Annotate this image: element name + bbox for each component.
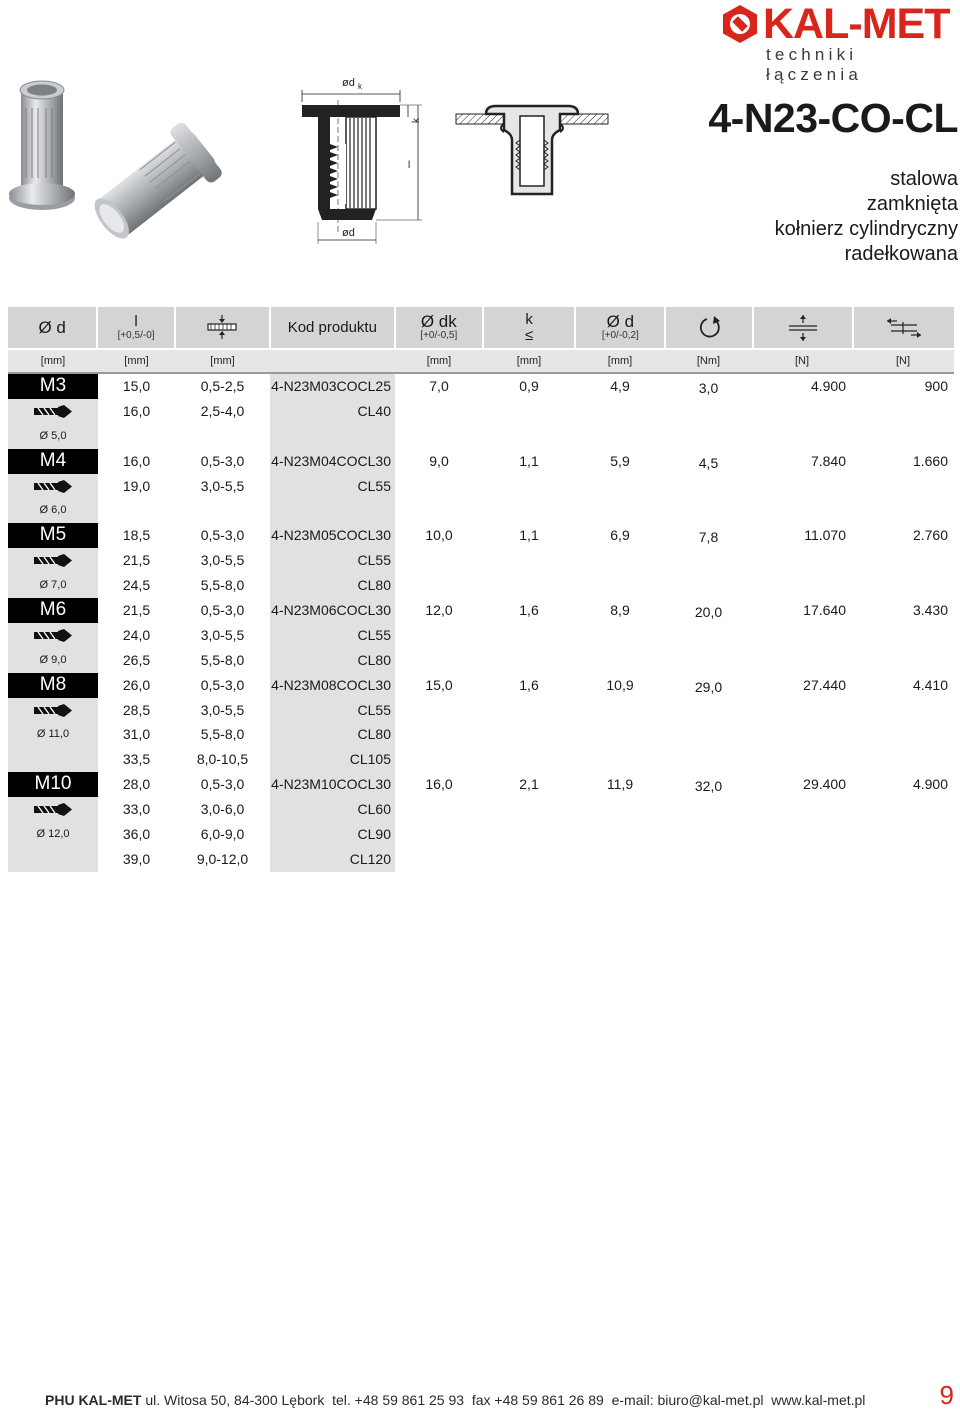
empty-cell <box>752 474 852 499</box>
table-row <box>8 498 954 523</box>
empty-cell <box>483 474 575 499</box>
grip-range-value: 5,5-8,0 <box>200 726 245 743</box>
header-body-diameter: Ø d [+0/-0,2] <box>576 307 664 348</box>
table-row-thread <box>8 673 954 698</box>
empty-cell <box>98 424 175 449</box>
footer-website: www.kal-met.pl <box>771 1392 866 1408</box>
empty-cell <box>395 722 483 747</box>
empty-cell <box>665 648 752 673</box>
tensile-value: 17.640 <box>752 598 852 623</box>
empty-cell <box>395 399 483 424</box>
empty-cell <box>175 498 270 523</box>
empty-cell <box>395 424 483 449</box>
unit: [mm] <box>124 355 149 367</box>
empty-cell <box>752 424 852 449</box>
product-code-value: CL120 <box>270 847 395 872</box>
empty-cell <box>483 424 575 449</box>
table-row <box>8 747 954 772</box>
empty-cell <box>575 623 665 648</box>
empty-cell <box>395 623 483 648</box>
body-diameter-value: 8,9 <box>575 598 665 623</box>
empty-cell <box>395 698 483 723</box>
grip-range-value: 0,5-3,0 <box>175 772 270 797</box>
empty-cell <box>483 573 575 598</box>
length-value: 33,5 <box>122 751 151 768</box>
table-row <box>8 648 954 673</box>
product-code-value: CL105 <box>270 747 395 772</box>
empty-cell <box>395 822 483 847</box>
grip-range-value: 9,0-12,0 <box>196 850 249 867</box>
product-code-value: 4-N23M10COCL30 <box>270 772 395 797</box>
empty-cell <box>483 747 575 772</box>
flange-diameter-value: 16,0 <box>395 772 483 797</box>
header-shear-force <box>854 307 954 348</box>
grip-range-icon <box>206 315 238 341</box>
empty-cell <box>665 747 752 772</box>
brand-tagline: techniki łączenia <box>766 45 862 84</box>
table-row-thread <box>8 772 954 797</box>
grip-range-value: 2,5-4,0 <box>200 402 245 419</box>
unit: [N] <box>895 355 911 367</box>
grip-range-value: 3,0-5,5 <box>200 552 245 569</box>
table-row-thread <box>8 374 954 399</box>
table-row <box>8 399 954 424</box>
product-code-value: CL90 <box>270 822 395 847</box>
empty-cell <box>483 822 575 847</box>
footer-contact <box>45 1392 865 1408</box>
empty-cell <box>752 648 852 673</box>
thread-size: M10 <box>8 772 98 797</box>
empty-cell <box>175 424 270 449</box>
empty-cell <box>852 822 954 847</box>
empty-cell <box>665 822 752 847</box>
empty-cell <box>752 548 852 573</box>
thread-size: M3 <box>8 374 98 399</box>
table-row <box>8 474 954 499</box>
footer-phone: tel. +48 59 861 25 93 <box>332 1392 465 1408</box>
product-code-value: CL80 <box>270 648 395 673</box>
product-code-value: CL80 <box>270 722 395 747</box>
product-code-title: 4-N23-CO-CL <box>708 95 958 141</box>
header-tensile-force <box>754 307 852 348</box>
empty-cell <box>852 797 954 822</box>
tensile-force-icon <box>787 315 819 341</box>
product-code-value: CL55 <box>270 623 395 648</box>
flange-height-value: 1,1 <box>483 523 575 548</box>
empty-cell <box>852 623 954 648</box>
table-row <box>8 548 954 573</box>
empty-cell <box>752 399 852 424</box>
empty-cell <box>575 797 665 822</box>
footer-fax: fax +48 59 861 26 89 <box>471 1392 604 1408</box>
rivet-nut-photo <box>4 78 236 248</box>
d-label: ød <box>342 227 355 239</box>
description-line: stalowa <box>890 168 958 190</box>
drill-bit-icon <box>34 405 72 418</box>
empty-cell <box>483 548 575 573</box>
product-code-value: 4-N23M03COCL25 <box>270 374 395 399</box>
table-row-thread <box>8 449 954 474</box>
empty-cell <box>665 847 752 872</box>
empty-cell <box>395 648 483 673</box>
empty-cell <box>752 722 852 747</box>
empty-cell <box>752 822 852 847</box>
grip-range-value: 3,0-6,0 <box>200 801 245 818</box>
empty-cell <box>395 474 483 499</box>
empty-cell <box>852 847 954 872</box>
k-label: k <box>411 118 422 123</box>
table-row <box>8 424 954 449</box>
length-value: 39,0 <box>122 850 151 867</box>
description-line: radełkowana <box>844 243 958 265</box>
empty-cell <box>665 573 752 598</box>
empty-cell <box>575 498 665 523</box>
rivet-nut-installed-drawing <box>452 96 612 196</box>
body-diameter-value: 5,9 <box>575 449 665 474</box>
length-value: 24,0 <box>122 626 151 643</box>
empty-cell <box>483 698 575 723</box>
torque-value: 4,5 <box>665 449 752 474</box>
table-header-row <box>8 307 954 348</box>
empty-cell <box>852 648 954 673</box>
unit: [mm] <box>516 355 542 367</box>
grip-range-value: 3,0-5,5 <box>200 701 245 718</box>
product-code-value: CL55 <box>270 548 395 573</box>
table-row <box>8 822 954 847</box>
flange-height-value: 1,1 <box>483 449 575 474</box>
drill-bit-icon <box>34 629 72 642</box>
empty-cell <box>575 424 665 449</box>
grip-range-value: 0,5-3,0 <box>175 598 270 623</box>
drill-bit-icon <box>34 480 72 493</box>
length-value: 15,0 <box>98 374 175 399</box>
empty-cell <box>752 747 852 772</box>
torque-value: 32,0 <box>665 772 752 797</box>
length-value: 36,0 <box>122 826 151 843</box>
table-row-thread <box>8 598 954 623</box>
length-value: 26,0 <box>98 673 175 698</box>
drill-cell <box>8 399 98 424</box>
length-value: 19,0 <box>122 477 151 494</box>
empty-cell <box>8 847 98 872</box>
body-diameter-value: 11,9 <box>575 772 665 797</box>
empty-cell <box>665 698 752 723</box>
header-flange-diameter: Ø dk [+0/-0,5] <box>396 307 482 348</box>
footer-company: PHU KAL-MET <box>45 1392 142 1408</box>
length-value: 16,0 <box>98 449 175 474</box>
empty-cell <box>483 797 575 822</box>
length-value: 21,5 <box>122 552 151 569</box>
table-row <box>8 722 954 747</box>
grip-range-value: 0,5-3,0 <box>175 449 270 474</box>
empty-cell <box>852 498 954 523</box>
unit: [N] <box>794 355 810 367</box>
empty-cell <box>395 797 483 822</box>
empty-cell <box>575 648 665 673</box>
table-units-row <box>8 350 954 374</box>
flange-height-value: 1,6 <box>483 673 575 698</box>
product-code-value: CL55 <box>270 474 395 499</box>
product-code-value: CL55 <box>270 698 395 723</box>
torque-value: 29,0 <box>665 673 752 698</box>
grip-range-value: 3,0-5,5 <box>200 626 245 643</box>
table-row-thread <box>8 523 954 548</box>
empty-cell <box>395 498 483 523</box>
empty-cell <box>395 573 483 598</box>
flange-diameter-value: 12,0 <box>395 598 483 623</box>
empty-cell <box>483 722 575 747</box>
empty-cell <box>665 399 752 424</box>
unit: [mm] <box>426 355 452 367</box>
empty-cell <box>852 698 954 723</box>
empty-cell <box>852 548 954 573</box>
shear-force-icon <box>887 315 921 341</box>
drill-bit-icon <box>34 554 72 567</box>
length-value: 18,5 <box>98 523 175 548</box>
shear-value: 1.660 <box>852 449 954 474</box>
empty-cell <box>752 847 852 872</box>
product-code-value: CL40 <box>270 399 395 424</box>
empty-cell <box>270 498 395 523</box>
empty-cell <box>852 399 954 424</box>
empty-cell <box>575 847 665 872</box>
header-product-code: Kod produktu <box>271 307 394 348</box>
flange-height-value: 1,6 <box>483 598 575 623</box>
dk-label-sub: k <box>358 82 362 91</box>
description-line: kołnierz cylindryczny <box>774 218 958 240</box>
empty-cell <box>483 399 575 424</box>
unit: [mm] <box>607 355 633 367</box>
table-row <box>8 573 954 598</box>
product-code-value: 4-N23M05COCL30 <box>270 523 395 548</box>
rivet-nut-dimension-drawing <box>296 72 436 250</box>
grip-range-value: 0,5-2,5 <box>175 374 270 399</box>
product-description <box>775 167 958 267</box>
header-thread-diameter: Ø d <box>8 307 96 348</box>
empty-cell <box>483 498 575 523</box>
description-line: zamknięta <box>866 193 958 215</box>
empty-cell <box>665 623 752 648</box>
drill-cell <box>8 548 98 573</box>
empty-cell <box>752 797 852 822</box>
empty-cell <box>575 698 665 723</box>
empty-cell <box>483 623 575 648</box>
drill-cell <box>8 797 98 822</box>
length-value: 21,5 <box>98 598 175 623</box>
shear-value: 900 <box>852 374 954 399</box>
empty-cell <box>665 498 752 523</box>
empty-cell <box>752 573 852 598</box>
flange-diameter-value: 7,0 <box>395 374 483 399</box>
product-code-value: 4-N23M04COCL30 <box>270 449 395 474</box>
empty-cell <box>665 548 752 573</box>
empty-cell <box>575 573 665 598</box>
empty-cell <box>575 548 665 573</box>
specification-table <box>8 307 954 872</box>
table-body <box>8 374 954 872</box>
empty-cell <box>575 474 665 499</box>
flange-diameter-value: 10,0 <box>395 523 483 548</box>
torque-value: 3,0 <box>665 374 752 399</box>
tensile-value: 27.440 <box>752 673 852 698</box>
drill-diameter: Ø 9,0 <box>8 648 98 673</box>
unit <box>270 350 395 372</box>
body-diameter-value: 10,9 <box>575 673 665 698</box>
product-code-value: 4-N23M06COCL30 <box>270 598 395 623</box>
empty-cell <box>752 698 852 723</box>
drill-diameter: Ø 12,0 <box>8 822 98 847</box>
torque-value: 7,8 <box>665 523 752 548</box>
length-value: 28,0 <box>98 772 175 797</box>
flange-diameter-value: 9,0 <box>395 449 483 474</box>
footer-email: e-mail: biuro@kal-met.pl <box>611 1392 764 1408</box>
header-flange-height: k ≤ <box>484 307 574 348</box>
drill-cell <box>8 474 98 499</box>
product-code-value: 4-N23M08COCL30 <box>270 673 395 698</box>
drill-bit-icon <box>34 803 72 816</box>
empty-cell <box>575 722 665 747</box>
empty-cell <box>852 747 954 772</box>
drill-diameter: Ø 5,0 <box>8 424 98 449</box>
table-row <box>8 797 954 822</box>
unit: [mm] <box>210 355 235 367</box>
length-value: 26,5 <box>122 651 151 668</box>
length-value: 16,0 <box>122 402 151 419</box>
shear-value: 3.430 <box>852 598 954 623</box>
thread-size: M6 <box>8 598 98 623</box>
brand-logo <box>720 0 956 84</box>
unit: [mm] <box>40 355 66 367</box>
footer-address: ul. Witosa 50, 84-300 Lębork <box>145 1392 325 1408</box>
body-diameter-value: 4,9 <box>575 374 665 399</box>
flange-diameter-value: 15,0 <box>395 673 483 698</box>
empty-cell <box>395 847 483 872</box>
body-diameter-value: 6,9 <box>575 523 665 548</box>
drill-bit-icon <box>34 704 72 717</box>
header-length: l [+0,5/-0] <box>98 307 174 348</box>
empty-cell <box>270 424 395 449</box>
flange-height-value: 0,9 <box>483 374 575 399</box>
tensile-value: 29.400 <box>752 772 852 797</box>
empty-cell <box>852 424 954 449</box>
flange-height-value: 2,1 <box>483 772 575 797</box>
empty-cell <box>752 498 852 523</box>
empty-cell <box>665 424 752 449</box>
grip-range-value: 0,5-3,0 <box>175 523 270 548</box>
length-value: 31,0 <box>122 726 151 743</box>
empty-cell <box>852 474 954 499</box>
length-value: 24,5 <box>122 577 151 594</box>
unit: [Nm] <box>696 355 721 367</box>
empty-cell <box>483 847 575 872</box>
grip-range-value: 3,0-5,5 <box>200 477 245 494</box>
shear-value: 4.410 <box>852 673 954 698</box>
drill-diameter: Ø 7,0 <box>8 573 98 598</box>
empty-cell <box>575 399 665 424</box>
empty-cell <box>752 623 852 648</box>
empty-cell <box>665 474 752 499</box>
thread-size: M8 <box>8 673 98 698</box>
l-label: l <box>408 160 411 171</box>
torque-icon <box>696 315 722 341</box>
length-value: 28,5 <box>122 701 151 718</box>
drill-cell <box>8 698 98 723</box>
header-grip-range <box>176 307 269 348</box>
thread-size: M5 <box>8 523 98 548</box>
grip-range-value: 0,5-3,0 <box>175 673 270 698</box>
grip-range-value: 6,0-9,0 <box>200 826 245 843</box>
empty-cell <box>8 747 98 772</box>
shear-value: 2.760 <box>852 523 954 548</box>
empty-cell <box>575 747 665 772</box>
thread-size: M4 <box>8 449 98 474</box>
grip-range-value: 5,5-8,0 <box>200 651 245 668</box>
table-row <box>8 698 954 723</box>
empty-cell <box>852 722 954 747</box>
empty-cell <box>395 747 483 772</box>
torque-value: 20,0 <box>665 598 752 623</box>
grip-range-value: 5,5-8,0 <box>200 577 245 594</box>
empty-cell <box>665 797 752 822</box>
empty-cell <box>852 573 954 598</box>
tensile-value: 7.840 <box>752 449 852 474</box>
product-code-value: CL80 <box>270 573 395 598</box>
tensile-value: 11.070 <box>752 523 852 548</box>
grip-range-value: 8,0-10,5 <box>196 751 249 768</box>
dk-label: ød <box>342 77 355 89</box>
table-row <box>8 847 954 872</box>
page-number: 9 <box>939 1380 954 1410</box>
brand-name: KAL-MET <box>763 0 950 48</box>
empty-cell <box>98 498 175 523</box>
table-row <box>8 623 954 648</box>
product-code-value: CL60 <box>270 797 395 822</box>
drill-diameter: Ø 11,0 <box>8 722 98 747</box>
drill-cell <box>8 623 98 648</box>
shear-value: 4.900 <box>852 772 954 797</box>
empty-cell <box>483 648 575 673</box>
nut-logo-icon <box>720 4 760 44</box>
empty-cell <box>395 548 483 573</box>
drill-diameter: Ø 6,0 <box>8 498 98 523</box>
length-value: 33,0 <box>122 801 151 818</box>
empty-cell <box>575 822 665 847</box>
empty-cell <box>665 722 752 747</box>
header-torque <box>666 307 751 348</box>
tensile-value: 4.900 <box>752 374 852 399</box>
